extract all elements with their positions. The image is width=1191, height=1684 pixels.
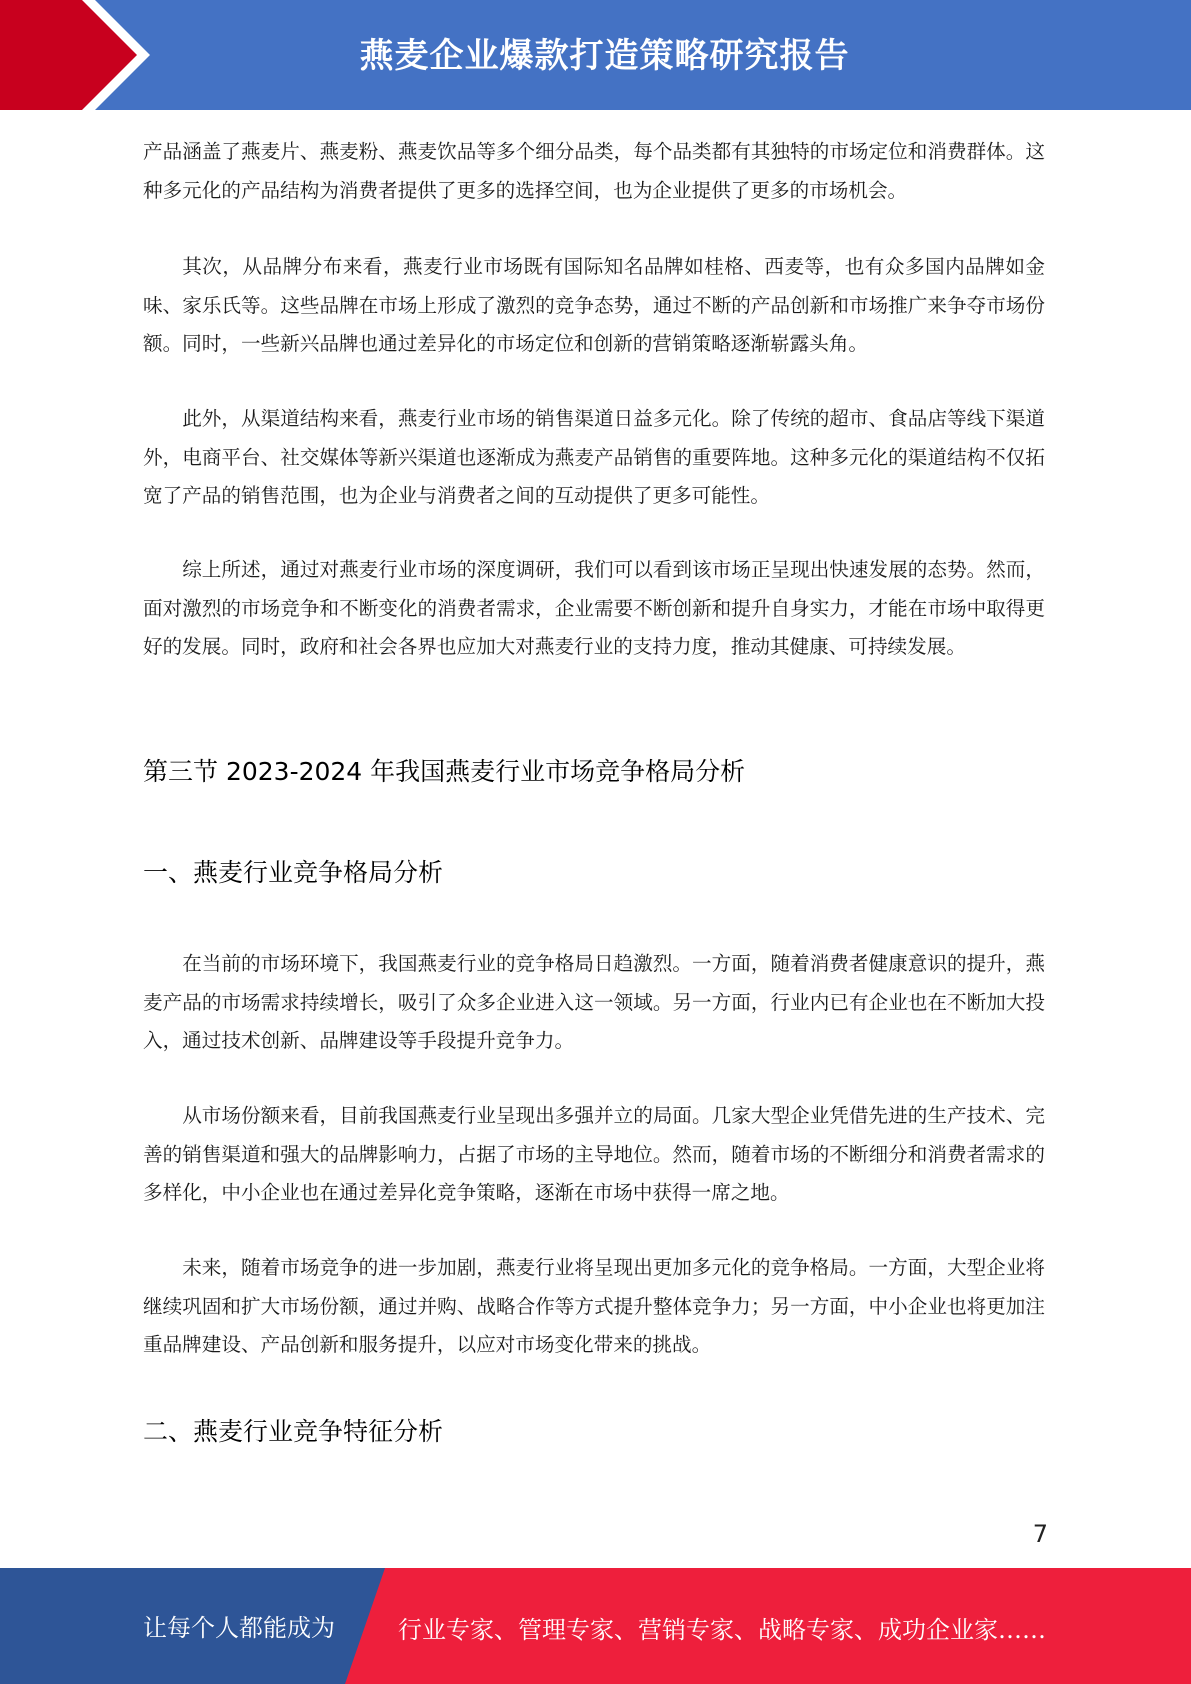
paragraph-future-outlook: 未来，随着市场竞争的进一步加剧，燕麦行业将呈现出更加多元化的竞争格局。一方面，大型企业将继续巩固和扩大市场份额，通过并购、战略合作等方式提升整体竞争力；另一方面，中小企业也将更加注重品牌建设、产品创新和服务提升，以应对市场变化带来的挑战。 (143, 1256, 1045, 1356)
page-footer (0, 1568, 1191, 1684)
subsection-title-competition-pattern: 一、燕麦行业竞争格局分析 (143, 858, 444, 887)
paragraph-summary: 综上所述，通过对燕麦行业市场的深度调研，我们可以看到该市场正呈现出快速发展的态势。然而，面对激烈的市场竞争和不断变化的消费者需求，企业需要不断创新和提升自身实力，才能在市场中取得更好的发展。同时，政府和社会各界也应加大对燕麦行业的支持力度，推动其健康、可持续发展。 (143, 558, 1045, 658)
section-title: 第三节 2023-2024 年我国燕麦行业市场竞争格局分析 (143, 757, 746, 786)
footer-slogan-right: 行业专家、管理专家、营销专家、战略专家、成功企业家…… (398, 1616, 1046, 1644)
paragraph-product-categories: 产品涵盖了燕麦片、燕麦粉、燕麦饮品等多个细分品类，每个品类都有其独特的市场定位和消费群体。这种多元化的产品结构为消费者提供了更多的选择空间，也为企业提供了更多的市场机会。 (143, 140, 1045, 202)
page-header (0, 0, 1191, 110)
report-title: 燕麦企业爆款打造策略研究报告 (359, 36, 850, 76)
subsection-title-competition-features: 二、燕麦行业竞争特征分析 (143, 1417, 444, 1446)
page-number: 7 (1032, 1520, 1048, 1548)
paragraph-market-environment: 在当前的市场环境下，我国燕麦行业的竞争格局日趋激烈。一方面，随着消费者健康意识的提升，燕麦产品的市场需求持续增长，吸引了众多企业进入这一领域。另一方面，行业内已有企业也在不断加大投入，通过技术创新、品牌建设等手段提升竞争力。 (143, 952, 1045, 1052)
paragraph-market-share: 从市场份额来看，目前我国燕麦行业呈现出多强并立的局面。几家大型企业凭借先进的生产技术、完善的销售渠道和强大的品牌影响力，占据了市场的主导地位。然而，随着市场的不断细分和消费者需求的多样化，中小企业也在通过差异化竞争策略，逐渐在市场中获得一席之地。 (143, 1104, 1045, 1204)
footer-slogan-left: 让每个人都能成为 (143, 1614, 335, 1642)
paragraph-brand-distribution: 其次，从品牌分布来看，燕麦行业市场既有国际知名品牌如桂格、西麦等，也有众多国内品牌如金味、家乐氏等。这些品牌在市场上形成了激烈的竞争态势，通过不断的产品创新和市场推广来争夺市场份额。同时，一些新兴品牌也通过差异化的市场定位和创新的营销策略逐渐崭露头角。 (143, 255, 1045, 355)
paragraph-channel-structure: 此外，从渠道结构来看，燕麦行业市场的销售渠道日益多元化。除了传统的超市、食品店等线下渠道外，电商平台、社交媒体等新兴渠道也逐渐成为燕麦产品销售的重要阵地。这种多元化的渠道结构不仅拓宽了产品的销售范围，也为企业与消费者之间的互动提供了更多可能性。 (143, 407, 1045, 507)
